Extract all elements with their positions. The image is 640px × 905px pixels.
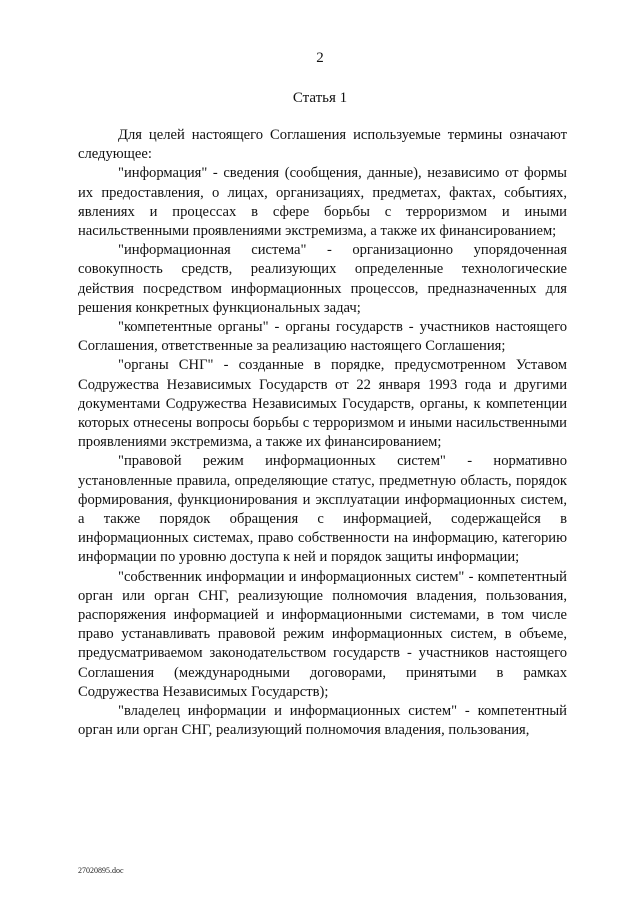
- paragraph-definition-cis-bodies: "органы СНГ" - созданные в порядке, предусмотренном Уставом Содружества Независимых Государств от 22 января 1993 года и другими документами Содружества Независимых Государств, органы, к компетенции которых отнесены вопросы борьбы с терроризмом и иными насильственными проявлениями экстремизма, а также их финансированием;: [78, 357, 567, 451]
- paragraph-definition-information: "информация" - сведения (сообщения, данные), независимо от формы их предоставления, о лицах, организациях, предметах, фактах, событиях, явлениях и процессах в сфере борьбы с терроризмом и иными насильственными проявлениями экстремизма, а также их финансированием;: [78, 165, 567, 240]
- document-body: [78, 126, 567, 741]
- page-number: 2: [316, 50, 324, 66]
- footer-filename: 27020895.doc: [78, 866, 124, 875]
- paragraph-definition-holder: "владелец информации и информационных систем" - компетентный орган или орган СНГ, реализующий полномочия владения, пользования,: [78, 703, 567, 739]
- article-title: Статья 1: [292, 90, 348, 106]
- paragraph-intro: Для целей настоящего Соглашения используемые термины означают следующее:: [78, 127, 567, 163]
- paragraph-definition-competent-bodies: "компетентные органы" - органы государств - участников настоящего Соглашения, ответственные за реализацию настоящего Соглашения;: [78, 319, 567, 355]
- paragraph-definition-legal-regime: "правовой режим информационных систем" - нормативно установленные правила, определяющие статус, предметную область, порядок формирования, функционирования и эксплуатации информационных систем, а также порядок обращения с информацией, содержащейся в информационных системах, право собственности на информацию, категорию информации по уровню доступа к ней и порядок защиты информации;: [78, 453, 567, 566]
- paragraph-definition-information-system: "информационная система" - организационно упорядоченная совокупность средств, реализующих определенные технологические действия посредством информационных процессов, предназначенных для решения конкретных функциональных задач;: [78, 242, 567, 316]
- paragraph-definition-owner: "собственник информации и информационных систем" - компетентный орган или орган СНГ, реализующие полномочия владения, пользования, распоряжения информацией и информационными системами, в том числе право устанавливать правовой режим информационных систем, в объеме, предусматриваемом законодательством государств - участников настоящего Соглашения (международными договорами, принятыми в рамках Содружества Независимых Государств);: [78, 568, 567, 700]
